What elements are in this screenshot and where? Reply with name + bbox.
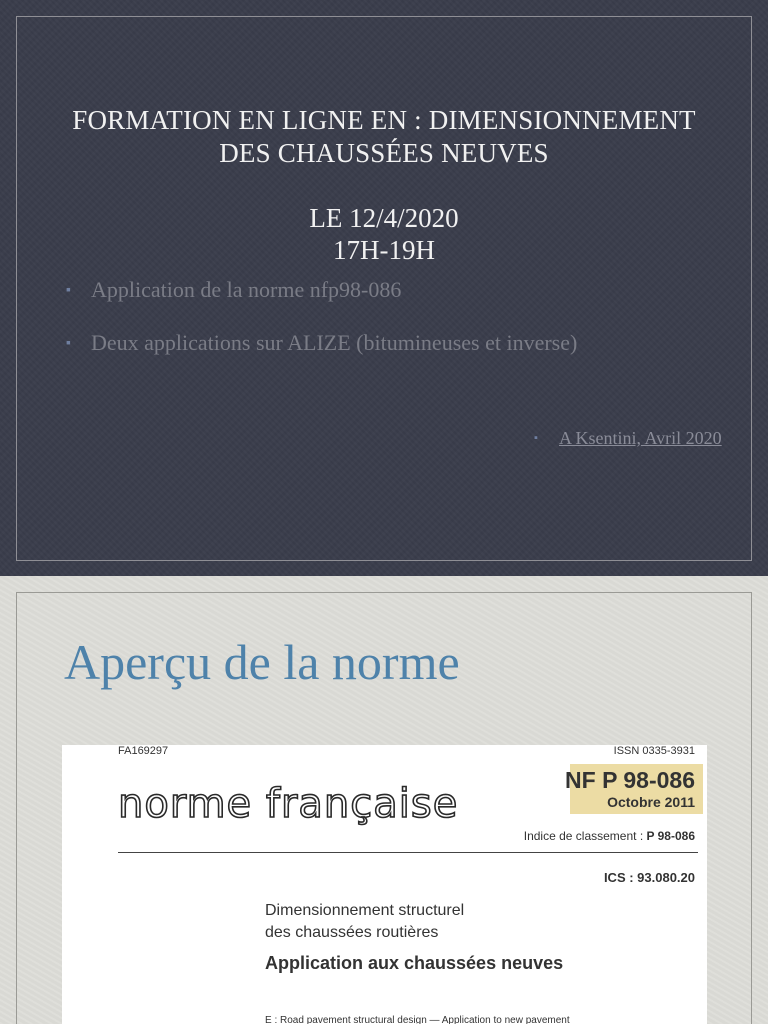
norme-francaise-logo: norme française <box>118 781 459 827</box>
document-issn: ISSN 0335-3931 <box>613 745 695 757</box>
classification-index-label: Indice de classement : <box>523 829 644 843</box>
slide-2-title: Aperçu de la norme <box>64 634 460 690</box>
norm-code-badge <box>565 764 703 814</box>
norm-document-image <box>62 745 707 1024</box>
divider <box>118 852 698 853</box>
document-title-line3: Application aux chaussées neuves <box>265 953 564 973</box>
slide-1-title-line1: FORMATION EN LIGNE EN : DIMENSIONNEMENT <box>72 105 696 135</box>
classification-index <box>524 829 695 843</box>
bullet-icon: ▪ <box>534 432 538 444</box>
bullet-icon: ▪ <box>66 336 71 351</box>
norm-date: Octobre 2011 <box>607 794 695 810</box>
slide-1-title <box>0 104 768 170</box>
slide-1-date-line1: LE 12/4/2020 <box>309 203 459 233</box>
document-title-line1: Dimensionnement structurel <box>265 902 465 919</box>
slide-1-date <box>0 202 768 266</box>
document-title-line2: des chaussées routières <box>265 924 439 941</box>
slide-1-title-line2: DES CHAUSSÉES NEUVES <box>219 138 549 168</box>
classification-index-value: P 98-086 <box>646 829 695 843</box>
bullet-icon: ▪ <box>66 283 71 298</box>
slide-1-time-line: 17H-19H <box>333 235 435 265</box>
document-reference: FA169297 <box>118 745 169 757</box>
slide-2 <box>0 576 768 1024</box>
author-link[interactable]: A Ksentini, Avril 2020 <box>559 428 722 448</box>
ics-code: ICS : 93.080.20 <box>603 870 695 885</box>
bullet-text: Application de la norme nfp98-086 <box>91 277 402 302</box>
document-english-title: E : Road pavement structural design — Application to new pavement <box>265 1015 570 1024</box>
bullet-text: Deux applications sur ALIZE (bitumineuses et inverse) <box>91 330 578 355</box>
norm-code: NF P 98-086 <box>565 767 695 793</box>
